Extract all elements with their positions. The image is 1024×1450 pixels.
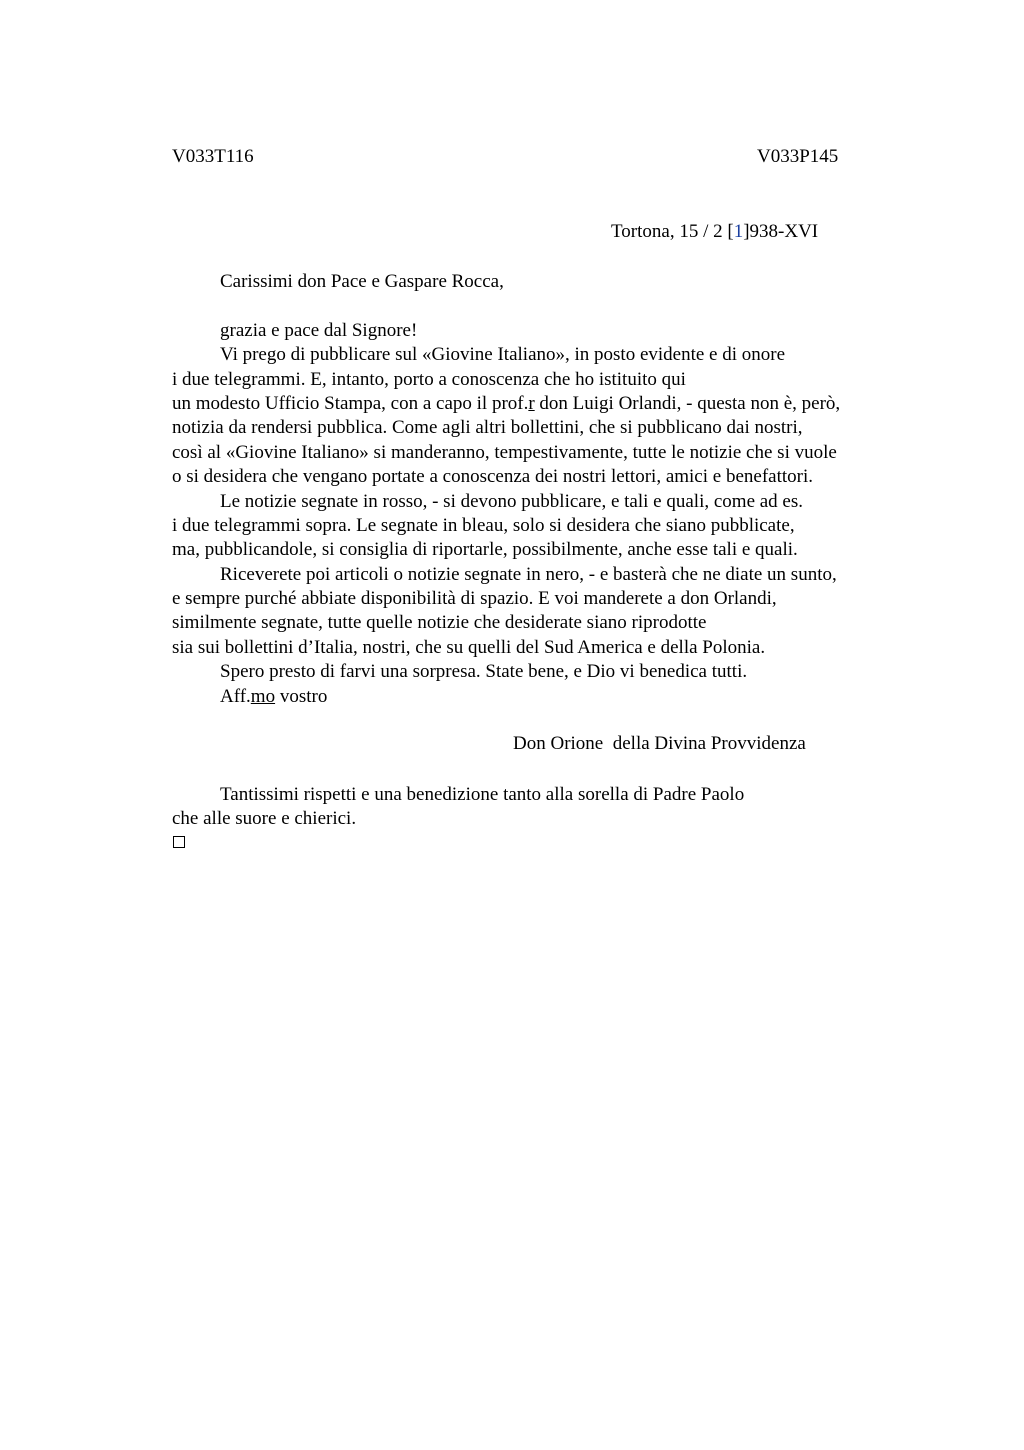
letter-body bbox=[172, 270, 932, 709]
postscript bbox=[172, 783, 932, 832]
postscript-line: Tantissimi rispetti e una benedizione tanto alla sorella di Padre Paolo bbox=[220, 784, 745, 805]
paragraph-3-line: Riceverete poi articoli o notizie segnate in nero, - e basterà che ne diate un sunto, bbox=[220, 563, 837, 585]
greeting: grazia e pace dal Signore! bbox=[220, 319, 418, 341]
postscript-line: che alle suore e chierici. bbox=[172, 808, 357, 830]
paragraph-2-line: i due telegrammi sopra. Le segnate in bleau, solo si desidera che siano pubblicate, bbox=[172, 514, 795, 536]
paragraph-1-line: così al «Giovine Italiano» si manderanno, tempestivamente, tutte le notizie che si vuole bbox=[172, 441, 837, 463]
paragraph-1-line: notizia da rendersi pubblica. Come agli altri bollettini, che si pubblicano dai nostri, bbox=[172, 417, 803, 439]
paragraph-gap bbox=[172, 294, 932, 318]
paragraph-3-line: sia sui bollettini d’Italia, nostri, che su quelli del Sud America e della Polonia. bbox=[172, 636, 766, 658]
underlined-abbreviation: r bbox=[528, 392, 535, 414]
signature: Don Orione della Divina Provvidenza bbox=[513, 733, 806, 754]
paragraph-2-line: Le notizie segnate in rosso, - si devono pubblicare, e tali e quali, come ad es. bbox=[220, 490, 804, 512]
dateline-bracket-number: 1 bbox=[733, 221, 744, 242]
paragraph-1-line bbox=[172, 392, 932, 416]
salutation: Carissimi don Pace e Gaspare Rocca, bbox=[220, 271, 504, 292]
paragraph-1-line: Vi prego di pubblicare sul «Giovine Italiano», in posto evidente e di onore bbox=[220, 344, 786, 366]
paragraph-1-line: o si desidera che vengano portate a conoscenza dei nostri lettori, amici e benefattori. bbox=[172, 466, 813, 488]
document-code-left: V033T116 bbox=[172, 146, 254, 167]
paragraph-1-line-start: un modesto Ufficio Stampa, con a capo il prof. bbox=[172, 392, 529, 414]
paragraph-3-line: similmente segnate, tutte quelle notizie che desiderate siano riprodotte bbox=[172, 612, 707, 634]
dateline bbox=[611, 221, 818, 243]
paragraph-3-line: e sempre purché abbiate disponibilità di spazio. E voi manderete a don Orlandi, bbox=[172, 588, 777, 610]
closing-underlined-suffix: mo bbox=[250, 685, 276, 707]
closing-start: Aff. bbox=[220, 685, 251, 707]
paragraph-2-line: ma, pubblicandole, si consiglia di riportarle, possibilmente, anche esse tali e quali. bbox=[172, 539, 798, 561]
paragraph-4-line: Spero presto di farvi una sorpresa. State bene, e Dio vi benedica tutti. bbox=[220, 661, 748, 683]
paragraph-1-line: i due telegrammi. E, intanto, porto a conoscenza che ho istituito qui bbox=[172, 368, 686, 390]
document-code-right: V033P145 bbox=[757, 146, 839, 167]
paragraph-1-line-end: don Luigi Orlandi, - questa non è, però, bbox=[534, 392, 841, 414]
closing bbox=[172, 685, 932, 709]
dateline-year: ]938-XVI bbox=[743, 221, 819, 242]
closing-end: vostro bbox=[275, 685, 328, 707]
end-of-document-box bbox=[173, 836, 185, 848]
dateline-place-date: Tortona, 15 / 2 [ bbox=[611, 221, 734, 242]
